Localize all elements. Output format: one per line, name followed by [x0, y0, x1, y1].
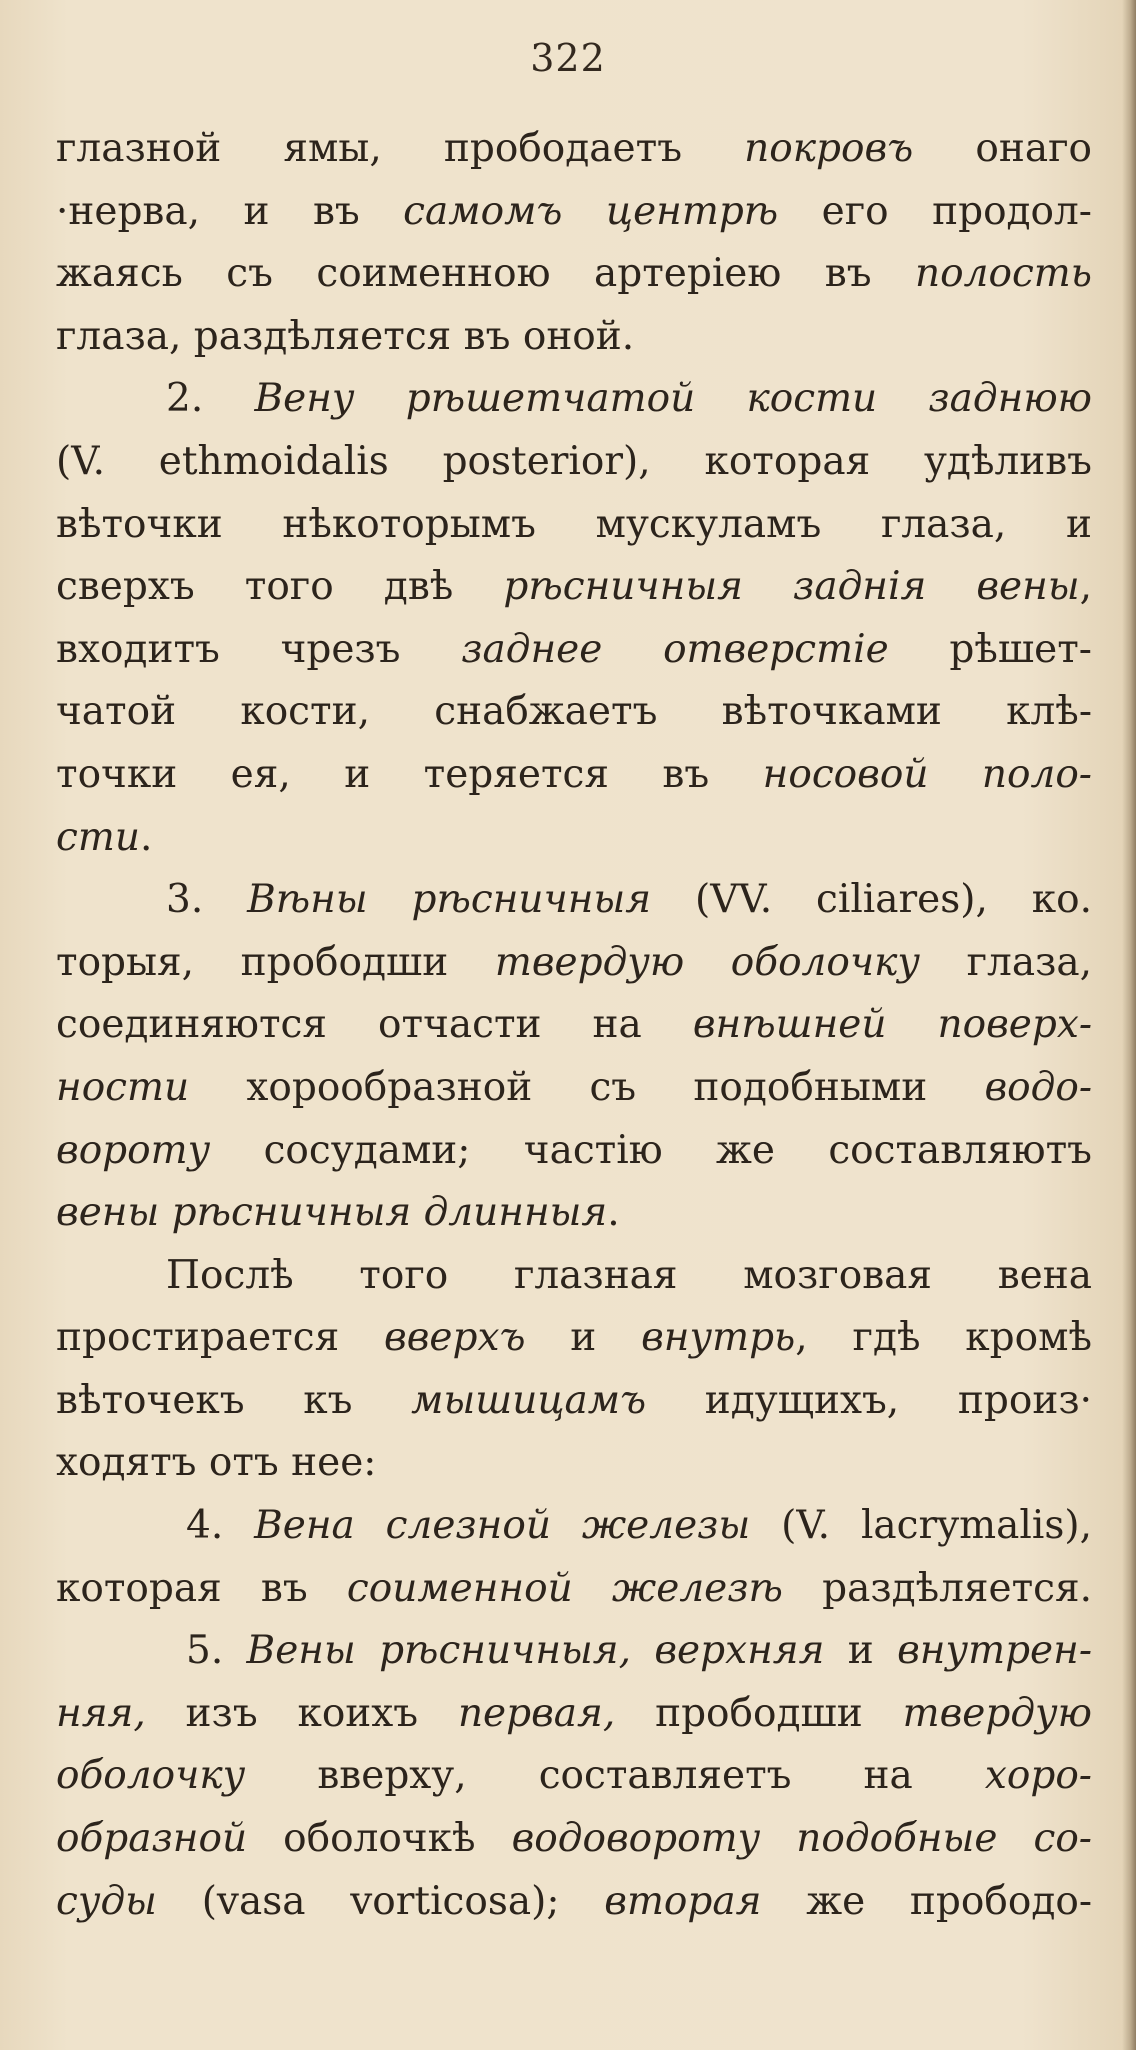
text-line — [56, 368, 1092, 431]
text-line — [56, 1432, 1092, 1495]
italic-term: Вену рѣшетчатой кости заднюю — [254, 376, 1092, 422]
text-segment: изъ коихъ — [145, 1690, 458, 1736]
text-segment: же прободо- — [761, 1878, 1092, 1924]
italic-term: хоро- — [984, 1753, 1092, 1799]
text-line — [56, 869, 1092, 932]
text-line — [56, 1495, 1092, 1558]
text-segment: глазной ямы, прободаетъ — [56, 126, 745, 171]
text-line — [56, 1120, 1092, 1183]
text-segment: вѣточки нѣкоторымъ мускуламъ глаза, и — [56, 501, 1092, 547]
italic-term: суды — [56, 1878, 157, 1924]
italic-term: внутрь — [641, 1315, 796, 1361]
text-line — [56, 681, 1092, 744]
text-segment: его продол- — [778, 188, 1092, 234]
text-line — [56, 1057, 1092, 1120]
text-segment: 2. — [166, 376, 255, 422]
text-segment: хорообразной съ подобными — [189, 1064, 985, 1110]
text-segment: 3. — [166, 877, 248, 923]
text-segment: ·нерва, и въ — [56, 188, 404, 234]
text-line — [56, 1307, 1092, 1370]
text-segment: соединяются отчасти на — [56, 1002, 693, 1048]
italic-term: вороту — [56, 1127, 211, 1173]
page-number: 322 — [530, 36, 606, 80]
text-line — [56, 1245, 1092, 1308]
italic-term: Вены рѣсничныя, верхняя — [246, 1628, 825, 1674]
text-line — [56, 1745, 1092, 1808]
text-segment: онаго — [913, 126, 1092, 171]
text-segment: . — [607, 1190, 620, 1236]
italic-term: внѣшней поверх- — [692, 1002, 1093, 1048]
text-segment: жаясь съ соименною артеріею въ — [56, 251, 916, 297]
italic-term: Вена слезной железы — [254, 1503, 751, 1549]
text-segment: которая въ — [56, 1565, 347, 1611]
text-line — [56, 556, 1092, 619]
text-segment: торыя, прободши — [56, 939, 495, 985]
text-segment: 4. — [186, 1503, 255, 1549]
text-line — [56, 1558, 1092, 1621]
text-segment: и — [525, 1315, 642, 1361]
text-segment: и — [824, 1628, 898, 1674]
text-segment: . — [139, 814, 153, 860]
italic-term: первая, — [457, 1690, 616, 1736]
italic-term: водовороту подобные со- — [511, 1816, 1092, 1862]
text-line — [56, 1370, 1092, 1433]
italic-term: носовой поло- — [762, 751, 1092, 797]
italic-term: оболочку — [56, 1753, 246, 1799]
text-segment: (VV. ciliares), ко. — [651, 877, 1093, 923]
italic-term: ности — [56, 1064, 190, 1110]
text-line — [56, 932, 1092, 995]
text-line — [56, 1683, 1092, 1746]
text-segment: прободши — [615, 1690, 903, 1736]
italic-term: рѣсничныя заднія вены — [503, 564, 1080, 610]
text-line — [56, 306, 1092, 369]
text-line — [56, 1620, 1092, 1683]
text-segment: (V. lacrymalis), — [750, 1503, 1092, 1549]
text-segment: оболочкѣ — [247, 1816, 512, 1862]
italic-term: вверхъ — [384, 1315, 526, 1361]
text-line — [56, 1871, 1092, 1934]
text-segment: вѣточекъ къ — [56, 1377, 412, 1423]
text-line — [56, 118, 1092, 181]
italic-term: сти — [56, 814, 140, 860]
italic-term: заднее отверстіе — [461, 626, 889, 672]
text-line — [56, 994, 1092, 1057]
italic-term: покровъ — [744, 126, 914, 171]
italic-term: образной — [56, 1816, 248, 1862]
italic-term: Вѣны рѣсничныя — [247, 877, 652, 923]
italic-term: мышицамъ — [411, 1377, 647, 1423]
text-segment: точки ея, и теряется въ — [56, 751, 763, 797]
italic-term: водо- — [984, 1064, 1092, 1110]
italic-term: полость — [915, 251, 1092, 297]
italic-term: внутрен- — [897, 1628, 1092, 1674]
text-segment: глаза, — [920, 939, 1092, 985]
text-segment: , — [1079, 564, 1092, 610]
text-line — [56, 744, 1092, 807]
text-segment: 5. — [186, 1628, 247, 1674]
italic-term: соименной железѣ — [346, 1565, 783, 1611]
text-segment: (V. ethmoidalis posterior), которая удѣливъ — [56, 438, 1092, 484]
text-line — [56, 619, 1092, 682]
text-line — [56, 181, 1092, 244]
text-segment: простирается — [56, 1315, 384, 1361]
text-segment: (vasa vorticosa); — [156, 1878, 605, 1924]
text-segment: раздѣляется. — [782, 1565, 1093, 1611]
italic-term: няя, — [56, 1690, 146, 1736]
text-segment: глаза, раздѣляется въ оной. — [56, 313, 635, 359]
text-segment: входитъ чрезъ — [56, 626, 462, 672]
text-segment: идущихъ, произ· — [646, 1377, 1092, 1423]
body-text — [56, 118, 1092, 1933]
italic-term: самомъ центрѣ — [403, 188, 779, 234]
text-segment: , гдѣ кромѣ — [795, 1315, 1092, 1361]
page-edge-shadow — [1122, 0, 1136, 2050]
text-line — [56, 494, 1092, 557]
text-line — [56, 431, 1092, 494]
text-line — [56, 1182, 1092, 1245]
text-line — [56, 1808, 1092, 1871]
italic-term: твердую — [902, 1690, 1092, 1736]
text-line — [56, 243, 1092, 306]
text-segment: вверху, составляетъ на — [245, 1753, 985, 1799]
text-segment: сосудами; частію же составляютъ — [210, 1127, 1092, 1173]
italic-term: вены рѣсничныя длинныя — [56, 1190, 608, 1236]
text-segment: рѣшет- — [888, 626, 1092, 672]
text-line — [56, 807, 1092, 870]
text-segment: чатой кости, снабжаетъ вѣточками клѣ- — [56, 689, 1092, 735]
text-segment: ходятъ отъ нее: — [56, 1440, 377, 1486]
text-segment: Послѣ того глазная мозговая вена — [166, 1252, 1092, 1298]
italic-term: вторая — [604, 1878, 762, 1924]
text-segment: сверхъ того двѣ — [56, 564, 504, 610]
italic-term: твердую оболочку — [494, 939, 921, 985]
